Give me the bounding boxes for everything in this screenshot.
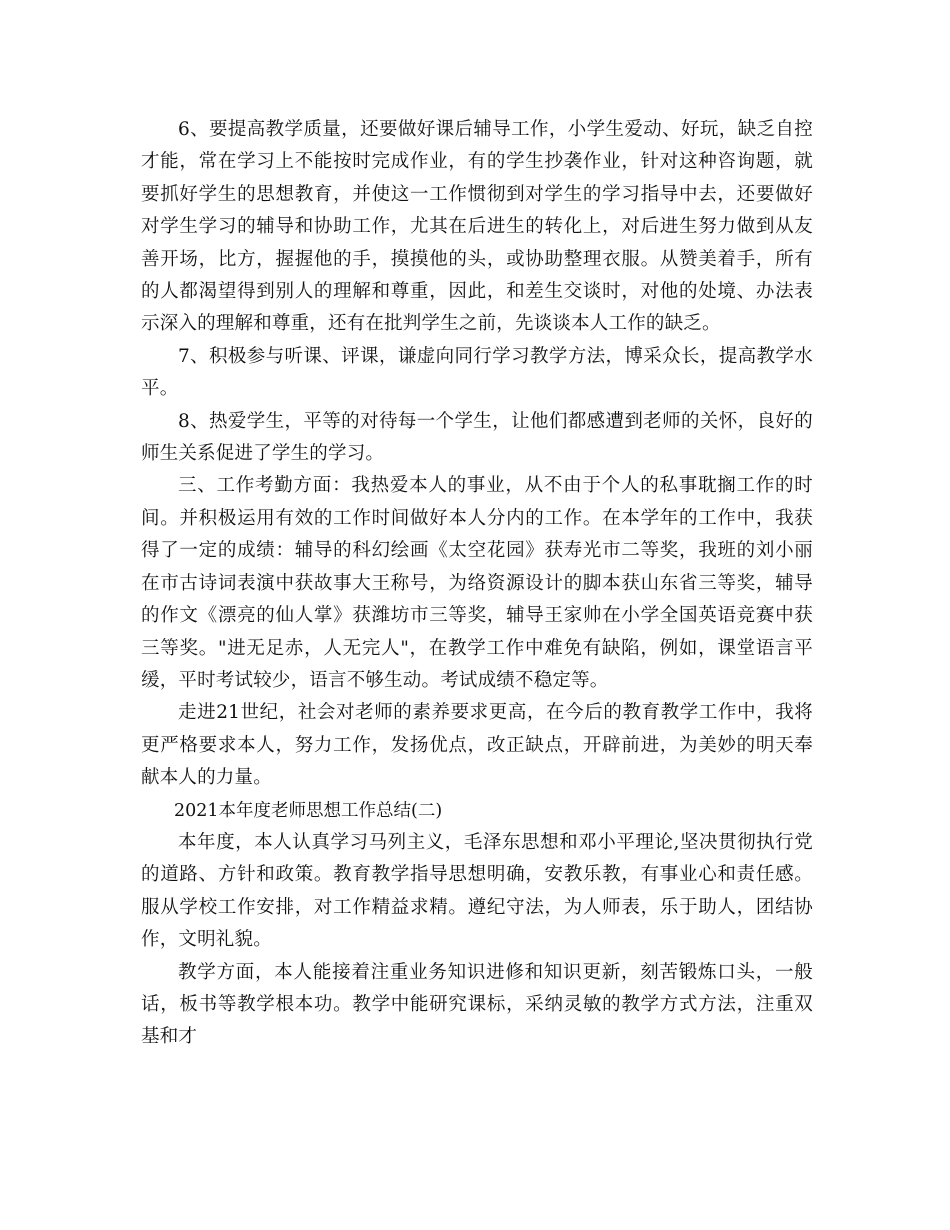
document-page: [141, 114, 813, 1054]
paragraph-attendance: 三、工作考勤方面：我热爱本人的事业，从不由于个人的私事耽搁工作的时间。并积极运用有效的工作时间做好本人分内的工作。在本学年的工作中，我获得了一定的成绩：辅导的科幻绘画《太空花园》获寿光市二等奖，我班的刘小丽在市古诗词表演中获故事大王称号，为络资源设计的脚本获山东省三等奖，辅导的作文《漂亮的仙人掌》获潍坊市三等奖，辅导王家帅在小学全国英语竞赛中获三等奖。"进无足赤，人无完人"，在教学工作中难免有缺陷，例如，课堂语言平缓，平时考试较少，语言不够生动。考试成绩不稳定等。: [141, 475, 813, 691]
paragraph-item-7: 7、积极参与听课、评课，谦虚向同行学习教学方法，博采众长，提高教学水平。: [141, 345, 813, 400]
section-title: 2021本年度老师思想工作总结(二): [174, 800, 443, 821]
paragraph-conclusion: 走进21世纪，社会对老师的素养要求更高，在今后的教育教学工作中，我将更严格要求本人，努力工作，发扬优点，改正缺点，开辟前进，为美妙的明天奉献本人的力量。: [141, 702, 813, 789]
paragraph-teaching: 教学方面，本人能接着注重业务知识进修和知识更新，刻苦锻炼口头，一般话，板书等教学根本功。教学中能研究课标，采纳灵敏的教学方式方法，注重双基和才: [141, 961, 813, 1048]
paragraph-item-6: 6、要提高教学质量，还要做好课后辅导工作，小学生爱动、好玩，缺乏自控才能，常在学习上不能按时完成作业，有的学生抄袭作业，针对这种咨询题，就要抓好学生的思想教育，并使这一工作惯彻到对学生的学习指导中去，还要做好对学生学习的辅导和协助工作，尤其在后进生的转化上，对后进生努力做到从友善开场，比方，握握他的手，摸摸他的头，或协助整理衣服。从赞美着手，所有的人都渴望得到别人的理解和尊重，因此，和差生交谈时，对他的处境、办法表示深入的理解和尊重，还有在批判学生之前，先谈谈本人工作的缺乏。: [141, 119, 813, 335]
paragraph-overview: 本年度，本人认真学习马列主义，毛泽东思想和邓小平理论,坚决贯彻执行党的道路、方针和政策。教育教学指导思想明确，安教乐教，有事业心和责任感。服从学校工作安排，对工作精益求精。遵纪守法，为人师表，乐于助人，团结协作，文明礼貌。: [141, 831, 813, 951]
paragraph-item-8: 8、热爱学生，平等的对待每一个学生，让他们都感遭到老师的关怀，良好的师生关系促进了学生的学习。: [141, 410, 813, 465]
